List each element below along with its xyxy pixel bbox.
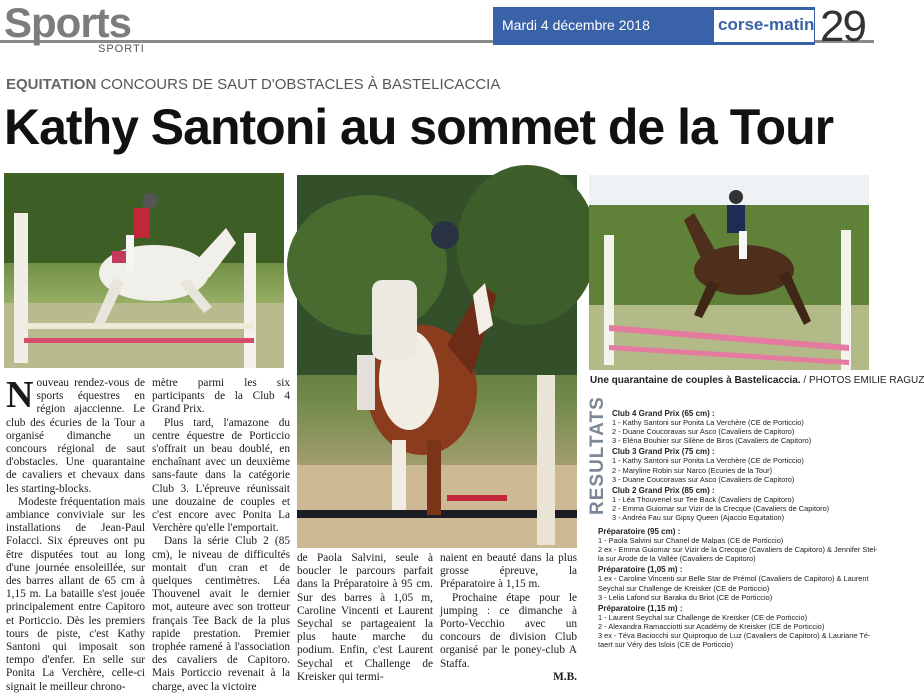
results-entry: 2 - Duane Coucoravas sur Asco (Cavaliers de Capitoro)	[612, 427, 795, 437]
kicker-bold: EQUITATION	[6, 76, 97, 93]
article-paragraph-7: naient en beauté dans la plus grosse épreuve, la Préparatoire à 1,15 m.	[440, 552, 577, 591]
article-column-3	[297, 552, 433, 684]
results-title	[586, 397, 608, 517]
photo1-art	[4, 173, 284, 368]
author-signature: M.B.	[553, 670, 577, 683]
results-category-heading: Préparatoire (1,15 m) :	[598, 603, 683, 613]
results-list-1	[612, 407, 870, 522]
caption-text: Une quarantaine de couples à Bastelicaccia.	[590, 375, 801, 386]
results-entry: 3 - Duane Coucoravas sur Asco (Cavaliers de Capitoro)	[612, 474, 795, 484]
brand-logo: corse-matin	[718, 15, 815, 34]
bay-horse-photo	[589, 175, 869, 370]
article-column-4	[440, 552, 577, 684]
results-category-heading: Préparatoire (1,05 m) :	[598, 565, 683, 575]
headline: Kathy Santoni au sommet de la Tour	[4, 99, 834, 155]
caption-credit: / PHOTOS EMILIE RAGUZ	[803, 375, 924, 386]
results-entry: 3 - Eléna Bouhier sur Silène de Biros (Cavaliers de Capitoro)	[612, 436, 812, 446]
article-paragraph-1-text: ouveau rendez-vous de sports équestres en région ajaccienne. Le club des écuries de la Tour a organisé dimanche un concours régional de saut d'obstacles. Une quarantaine de cavaliers et chevaux dans les starting-blocks.	[6, 377, 145, 495]
article-paragraph-2: Modeste fréquentation mais ambiance conviviale sur les installations de Jean-Paul Folacci. Six épreuves ont pu être disputées tout au long d'une journée ensoleillée, sur des barres allant de 65 cm à 1,15 m. La bataille s'est jouée principalement entre Capitoro et Porticcio. Dès les premiers tours de piste, c'est Kathy Santoni qui imposait son tempo d'enfer. En selle sur Ponita La Verchère, celle-ci signait le meilleur chrono-	[6, 495, 145, 693]
article-column-1	[6, 374, 145, 694]
photo2-art	[297, 175, 577, 548]
article-paragraph-3: mètre parmi les six participants de la Club 4 Grand Prix.	[152, 377, 290, 416]
results-entry: 1 - Kathy Santoni sur Ponita La Verchère (CE de Porticcio)	[612, 456, 804, 466]
photo-caption	[590, 375, 924, 386]
results-entry: 3 - Andréa Fau sur Gipsy Queen (Ajaccio Equitation)	[612, 513, 785, 523]
pinto-horse-photo	[297, 175, 577, 548]
results-list-2	[598, 525, 878, 650]
horse-jump-photo	[4, 173, 284, 368]
results-entry: 2 - Alexandra Ramacciotti sur Académy de Kreisker (CE de Porticcio)	[598, 621, 825, 631]
results-entry: 3 - Lelia Lafond sur Baraka du Briot (CE de Porticcio)	[598, 592, 773, 602]
section-subtitle: SPORTI	[98, 43, 145, 55]
results-title-text: RESULTATS	[587, 396, 608, 515]
photo3-art	[589, 175, 869, 370]
results-entry: 3 ex - Téva Baciocchi sur Quiproquo de Luz (Cavaliers de Capitoro) & Lauriane Té-	[598, 631, 871, 641]
results-entry: 2 - Maryline Robin sur Narco (Ecuries de la Tour)	[612, 465, 773, 475]
results-entry: la sur Arode de la Vallée (Cavaliers de Capitoro)	[598, 554, 756, 564]
kicker-text: CONCOURS DE SAUT D'OBSTACLES À BASTELICACCIA	[100, 76, 501, 93]
article-column-2	[152, 377, 290, 694]
results-entry: 1 ex - Caroline Vincenti sur Belle Star de Prémol (Cavaliers de Capitoro) & Laurent	[598, 574, 869, 584]
results-entry: 2 - Emma Guiomar sur Vizir de la Crecque (Cavaliers de Capitoro)	[612, 503, 830, 513]
results-entry: 1 - Paola Salvini sur Chanel de Malpas (CE de Porticcio)	[598, 536, 784, 546]
kicker	[6, 76, 500, 93]
results-category-heading: Club 4 Grand Prix (65 cm) :	[612, 409, 715, 418]
results-category-heading: Préparatoire (95 cm) :	[598, 527, 681, 536]
results-category-heading: Club 2 Grand Prix (85 cm) :	[612, 485, 715, 495]
section-title: Sports	[4, 0, 132, 46]
results-entry: Seychal sur Challenge de Kreisker (CE de Porticcio)	[598, 583, 770, 593]
results-entry: 1 - Kathy Santoni sur Ponita La Verchère (CE de Porticcio)	[612, 418, 804, 428]
drop-cap: N	[6, 374, 34, 416]
issue-date: Mardi 4 décembre 2018	[502, 17, 650, 33]
article-paragraph-8: Prochaine étape pour le jumping : ce dimanche à Porto-Vecchio avec un concours de division Club organisé par le poney-club A Staffa.	[440, 591, 577, 670]
results-entry: 2 ex - Emma Guiomar sur Vizir de la Crecque (Cavaliers de Capitoro) & Jennifer Stel-	[598, 545, 878, 555]
results-category-heading: Club 3 Grand Prix (75 cm) :	[612, 447, 715, 457]
results-entry: 1 - Léa Thouvenel sur Tee Back (Cavaliers de Capitoro)	[612, 494, 795, 504]
article-paragraph-4: Plus tard, l'amazone du centre équestre de Porticcio s'offrait un beau doublé, en enchaînant avec un deuxième sans-faute dans la catégorie Club 3. L'épreuve réunissait une douzaine de couples et c'est encore avec Ponita La Verchère qu'elle l'emportait.	[152, 416, 290, 535]
results-entry: taert sur Véry des Islois (CE de Porticcio)	[598, 640, 734, 650]
results-entry: 1 - Laurent Seychal sur Challenge de Kreisker (CE de Porticcio)	[598, 612, 808, 622]
article-paragraph-5: Dans la série Club 2 (85 cm), le niveau de difficultés montait d'un cran et de quelques centimètres. Léa Thouvenel avait le dernier mot, auteure avec son trotteur français Tee Back de la plus rapide prestation. Premier trophée ramené à l'association des cavaliers de Capitoro. Mais Porticcio revenait à la charge, avec la victoire	[152, 535, 290, 693]
page-number: 29	[820, 2, 865, 51]
article-paragraph-1	[6, 374, 145, 496]
article-paragraph-6: de Paola Salvini, seule à boucler le parcours parfait dans la Préparatoire à 95 cm. Sur des barres à 1,05 m, Caroline Vincenti et Laurent Seychal se partageaient la plus haute marche du podium. Enfin, c'est Laurent Seychal et Challenge de Kreisker qui termi-	[297, 552, 433, 683]
